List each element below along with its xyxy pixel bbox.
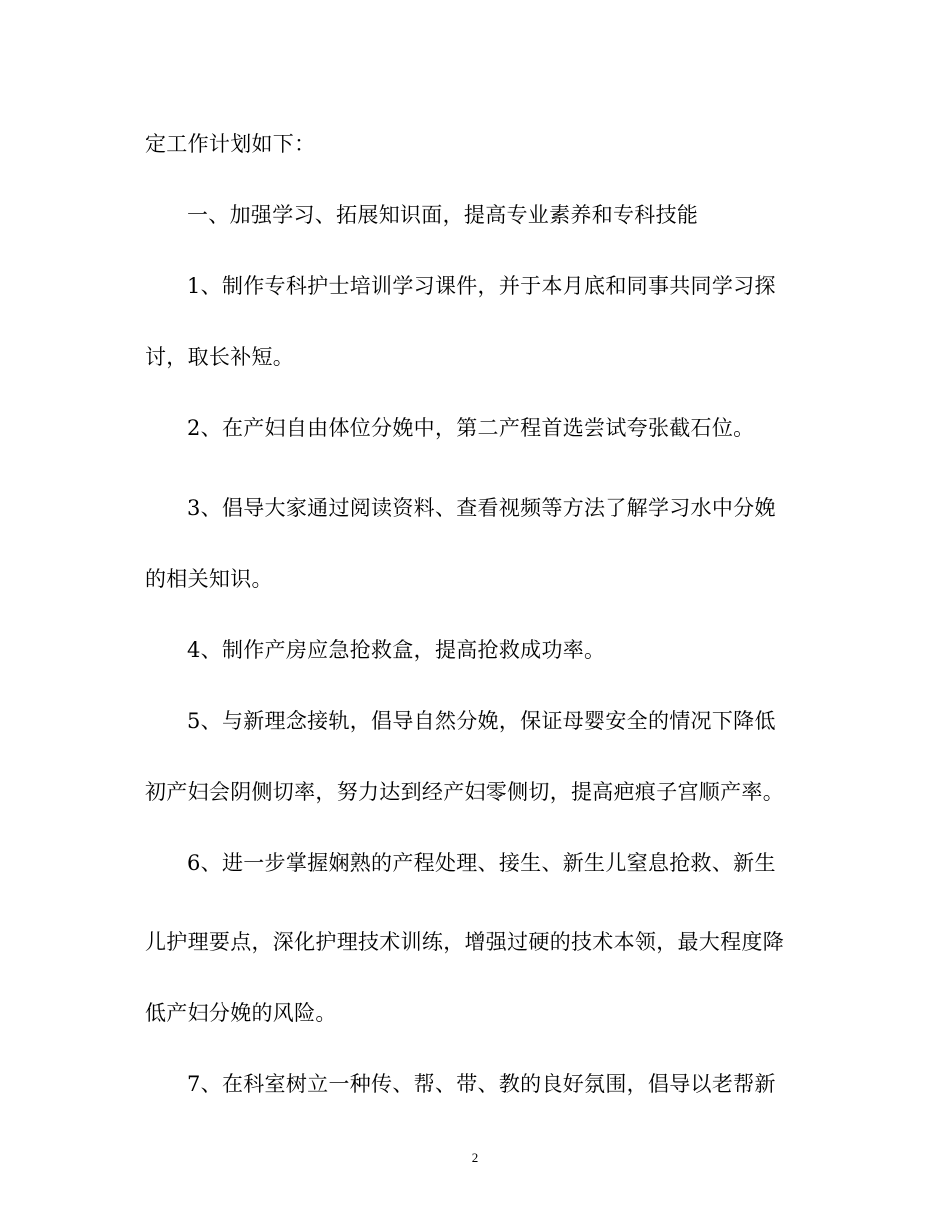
text-line: 2、在产妇自由体位分娩中，第二产程首选尝试夸张截石位。 (187, 416, 755, 440)
text-line: 3、倡导大家通过阅读资料、查看视频等方法了解学习水中分娩 (187, 496, 776, 520)
text-line: 定工作计划如下： (145, 132, 316, 156)
text-line: 1、制作专科护士培训学习课件，并于本月底和同事共同学习探 (187, 274, 776, 298)
text-line: 5、与新理念接轨，倡导自然分娩，保证母婴安全的情况下降低 (187, 709, 776, 733)
text-line: 的相关知识。 (145, 567, 273, 591)
text-line: 6、进一步掌握娴熟的产程处理、接生、新生儿窒息抢救、新生 (187, 851, 776, 875)
text-line: 儿护理要点，深化护理技术训练，增强过硬的技术本领，最大程度降 (145, 930, 784, 954)
text-line: 低产妇分娩的风险。 (145, 1001, 337, 1025)
text-line: 讨，取长补短。 (145, 345, 295, 369)
text-line: 初产妇会阴侧切率，努力达到经产妇零侧切，提高疤痕子宫顺产率。 (145, 780, 784, 804)
text-line: 4、制作产房应急抢救盒，提高抢救成功率。 (187, 638, 606, 662)
page-number: 2 (471, 1150, 479, 1165)
section-heading: 一、加强学习、拓展知识面，提高专业素养和专科技能 (187, 203, 699, 227)
text-line: 7、在科室树立一种传、帮、带、教的良好氛围，倡导以老帮新 (187, 1072, 776, 1096)
